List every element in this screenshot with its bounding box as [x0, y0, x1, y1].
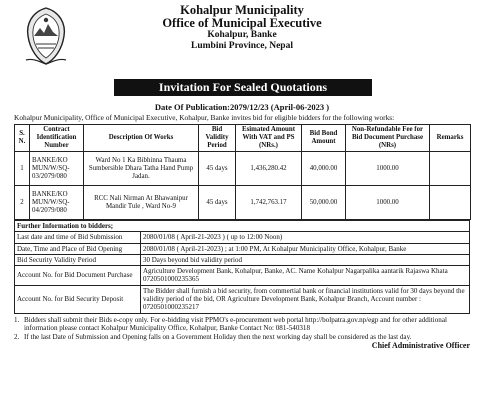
col-validity: Bid Validity Period: [199, 125, 236, 152]
col-bond: Bid Bond Amount: [302, 125, 346, 152]
cell-validity: 45 days: [199, 152, 236, 186]
note-number: 1.: [14, 315, 20, 324]
intro-text: Kohalpur Municipality, Office of Municipal Executive, Kohalpur, Banke invites bid for eligible bidders for the following works:: [14, 113, 395, 122]
office-name: Office of Municipal Executive: [162, 16, 322, 30]
further-info-title: Further Information to bidders;: [15, 221, 470, 232]
cell-contract-id: BANKE/KO MUN/W/SQ- 04/2079/080: [30, 186, 84, 220]
info-value: The Bidder shall furnish a bid security, from commertial bank or financial institutions valid for 30 days beyond the validity period of the bid, OR Agriculture Development Bank, Kohalpur Branch, Account number : 0720501000235217: [141, 285, 470, 313]
cell-fee: 1000.00: [346, 186, 430, 220]
province: Lumbini Province, Nepal: [191, 41, 293, 51]
cell-remarks: [430, 186, 471, 220]
col-sn: S. N.: [15, 125, 30, 152]
cell-bond: 40,000.00: [302, 152, 346, 186]
note-number: 2.: [14, 332, 20, 341]
col-contract-id: Contract Identification Number: [30, 125, 84, 152]
cell-estimated: 1,742,763.17: [236, 186, 302, 220]
note-text: If the last Date of Submission and Opening falls on a Government Holiday then the next working day shall be considered as the last day.: [24, 332, 412, 341]
note-item: [14, 316, 470, 333]
info-label: Last date and time of Bid Submission: [15, 232, 141, 243]
note-item: [14, 333, 470, 342]
cell-validity: 45 days: [199, 186, 236, 220]
signature: Chief Administrative Officer: [371, 341, 470, 351]
col-fee: Non-Refundable Fee for Bid Document Purchase (NRs): [346, 125, 430, 152]
cell-fee: 1000.00: [346, 152, 430, 186]
info-label: Bid Security Validity Period: [15, 254, 141, 265]
cell-bond: 50,000.00: [302, 186, 346, 220]
cell-description: RCC Nali Nirman At Bhawanipur Mandir Tule , Ward No-9: [84, 186, 199, 220]
info-value: 30 Days beyond bid validity period: [141, 254, 470, 265]
cell-sn: 2: [15, 186, 30, 220]
municipality-name: Kohalpur Municipality: [180, 3, 304, 17]
header-text: [14, 4, 470, 52]
info-value: 2080/01/08 ( April-21-2023 ) ( up to 12:00 Noon): [141, 232, 470, 243]
cell-description: Ward No 1 Ka Bibhinna Thauma Sumbersible Dhara Tatha Hand Pump Jadan.: [84, 152, 199, 186]
title-banner: Invitation For Sealed Quotations: [114, 79, 372, 96]
table-row: [15, 186, 471, 220]
notice-page: [14, 4, 470, 350]
info-label: Account No. for Bid Security Deposit: [15, 285, 141, 313]
col-estimated: Esimated Amount With VAT and PS (NRs.): [236, 125, 302, 152]
info-row: [15, 266, 470, 286]
publication-date: Date Of Publication:2079/12/23 (April-06-2023 ): [154, 102, 330, 112]
works-table: [14, 124, 471, 220]
note-text: Bidders shall submit their Bids e-copy only. For e-bidding visit PPMO's e-procurement web portal http://bolpatra.gov.np/egp and for other additional information please contact Kohalpur Municipality Office, Kohalpur, Banke Contact No: 081-540318: [24, 315, 447, 333]
info-value: 2080/01/08 ( April-21-2023) ; at 1:00 PM, At Kohalpur Municipality Office, Kohalpur, Banke: [141, 243, 470, 254]
cell-sn: 1: [15, 152, 30, 186]
cell-remarks: [430, 152, 471, 186]
table-row: [15, 152, 471, 186]
table-header-row: [15, 125, 471, 152]
notes: [14, 316, 470, 342]
cell-estimated: 1,436,280.42: [236, 152, 302, 186]
col-remarks: Remarks: [430, 125, 471, 152]
info-row: [15, 232, 470, 243]
info-value: Agriculture Development Bank, Kohalpur, Banke, AC. Name Kohalpur Nagarpalika aantarik Rajaswa Khata 0720501000235365: [141, 266, 470, 286]
further-info-table: [14, 220, 470, 314]
col-description: Description Of Works: [84, 125, 199, 152]
office-location: Kohalpur, Banke: [207, 30, 277, 40]
header: [14, 4, 470, 100]
info-row: [15, 254, 470, 265]
further-info-title-row: [15, 221, 470, 232]
info-row: [15, 285, 470, 313]
info-label: Account No. for Bid Document Purchase: [15, 266, 141, 286]
info-row: [15, 243, 470, 254]
cell-contract-id: BANKE/KO MUN/W/SQ- 03/2079/080: [30, 152, 84, 186]
info-label: Date, Time and Place of Bid Opening: [15, 243, 141, 254]
